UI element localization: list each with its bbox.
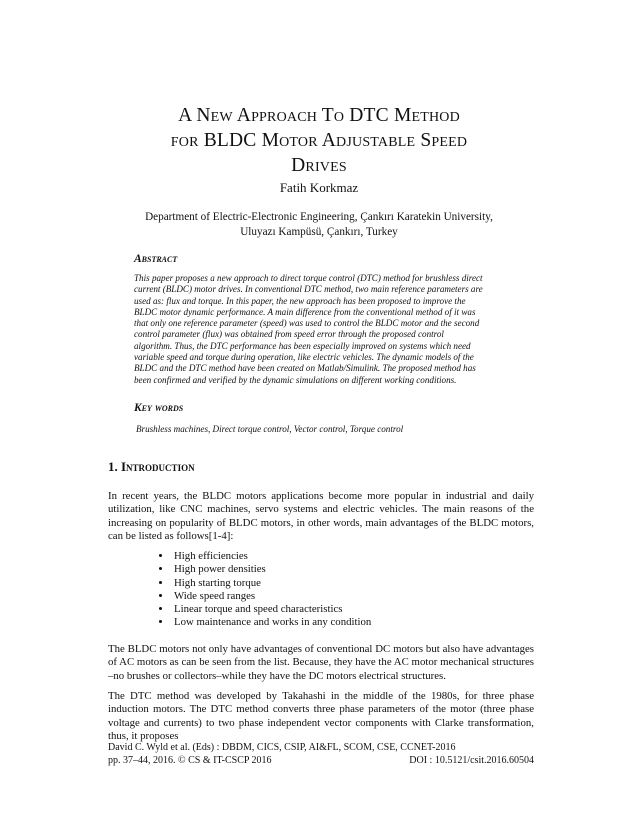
title-line-1: A New Approach To DTC Method [178,105,460,126]
abstract-line: control parameter (flux) was obtained from speed error through the proposed control [134,329,444,340]
list-item: • Wide speed ranges [172,590,371,603]
title-line-2: for BLDC Motor Adjustable Speed [170,130,468,151]
abstract-heading: Abstract [134,253,178,265]
intro-paragraph-2: The BLDC motors not only have advantages of conventional DC motors but also have advantages of AC motors as can be seen from the list. Because, they have the AC motor mechanical structures –no brushes or collectors–while they have the DC motors electrical structures. [108,643,534,682]
list-item: • High power densities [172,563,371,576]
list-item: • Low maintenance and works in any condition [172,616,371,629]
author-name: Fatih Korkmaz [279,180,359,195]
page-footer [108,742,534,767]
intro-paragraph-3: The DTC method was developed by Takahashi in the middle of the 1980s, for three phase induction motors. The DTC method converts three phase parameters of the motor (three phase voltage and currents) to two phase independent vector components with Clarke transformation, thus, it proposes [108,690,534,742]
footer-doi: DOI : 10.5121/csit.2016.60504 [409,754,534,766]
abstract-line: been confirmed and verified by the dynamic simulations on different working conditions. [134,374,457,385]
affiliation-line-1: Department of Electric-Electronic Engineering, Çankırı Karatekin University, [145,211,493,223]
footer-citation: David C. Wyld et al. (Eds) : DBDM, CICS, CSIP, AI&FL, SCOM, CSE, CCNET-2016 [108,742,456,753]
abstract-line: BLDC and the DTC method have been created on Matlab/Simulink. The proposed method has [134,363,476,374]
abstract-line: current (BLDC) motor drives. In conventional DTC method, two main reference parameters are [134,284,483,295]
section-heading-introduction: 1. Introduction [108,459,195,474]
abstract-line: that only one reference parameter (speed) was used to control the BLDC motor and the second [134,318,480,329]
list-item: • Linear torque and speed characteristics [172,603,371,616]
abstract-line: BLDC motor dynamic performance. A main difference from the conventional method of it was [134,306,476,317]
list-item: • High efficiencies [172,550,371,563]
title-line-3: Drives [291,155,347,176]
abstract-line: algorithm. Thus, the DTC performance has been especially improved on systems which need [134,340,471,351]
intro-paragraph-1: In recent years, the BLDC motors applications become more popular in industrial and daily utilization, like CNC machines, servo systems and electric vehicles. The main reasons of the increasing on popularity of BLDC motors, in other words, main advantages of the BLDC motors, can be listed as follows[1-4]: [108,490,534,542]
keywords-heading: Key words [134,402,184,414]
abstract-body [134,273,512,386]
keywords-body: Brushless machines, Direct torque control, Vector control, Torque control [136,424,404,434]
affiliation-line-2: Uluyazı Kampüsü, Çankırı, Turkey [240,226,398,238]
abstract-line: This paper proposes a new approach to direct torque control (DTC) method for brushless direct [134,273,483,283]
abstract-line: variable speed and torque during operation, like electric vehicles. The dynamic models of the [134,352,474,363]
paper-title [0,103,638,178]
advantages-list [156,550,371,630]
footer-pages: pp. 37–44, 2016. © CS & IT-CSCP 2016 [108,754,272,766]
list-item: • High starting torque [172,577,371,590]
affiliation [0,210,638,240]
abstract-line: used as: flux and torque. In this paper, the new approach has been proposed to improve the [134,295,466,306]
